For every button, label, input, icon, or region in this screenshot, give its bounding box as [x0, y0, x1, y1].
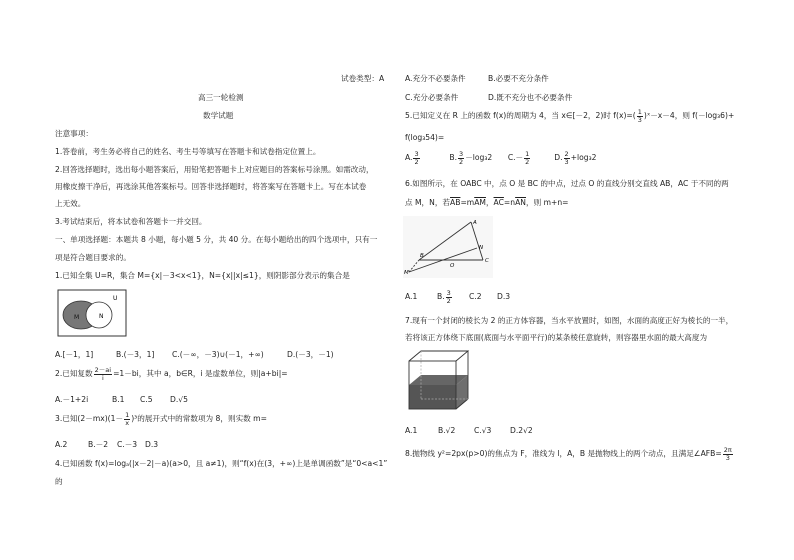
q1-option-a: A.[－1，1] — [55, 350, 94, 359]
q1-option-b: B.(－3，1] — [116, 350, 155, 359]
note-2-line-1: 2.回答选择题时，选出每小题答案后，用铅笔把答题卡上对应题目的答案标号涂黑。如需改动， — [55, 165, 374, 174]
q3-option-c: C.－3 — [117, 440, 138, 449]
q4-option-c: C.充分必要条件 — [405, 93, 459, 102]
q6-option-d: D.3 — [497, 292, 511, 301]
q4-option-d: D.既不充分也不必要条件 — [488, 93, 573, 102]
q5-c-den: 2 — [525, 157, 530, 166]
q6-equals-n: =n — [503, 198, 516, 207]
q5-c-fraction — [524, 151, 530, 165]
q6-stem-line-1: 6.如图所示，在 OABC 中，点 O 是 BC 的中点，过点 O 的直线分别交直线 AB，AC 于不同的两 — [405, 179, 729, 188]
notes-title: 注意事项： — [55, 129, 93, 138]
q5-c-num: 1 — [525, 150, 530, 158]
q7-option-b: B.√2 — [438, 426, 456, 435]
fig-label-a: A — [473, 220, 477, 226]
fig-label-m: M — [404, 270, 409, 276]
q7-cube-figure — [406, 349, 470, 411]
q3-frac-num: 1 — [125, 411, 130, 419]
q5-option-b — [449, 150, 505, 166]
q8-stem-pre: 8.抛物线 y²=2px(p>0)的焦点为 F，准线为 l，A，B 是抛物线上的两个动点，且满足∠AFB= — [405, 449, 722, 458]
fig-label-c: C — [485, 258, 489, 264]
q7-option-a: A.1 — [405, 426, 418, 435]
q4-stem-tail: 的 — [55, 477, 63, 486]
q3-stem-post: )³的展开式中的常数项为 8，则实数 m= — [131, 414, 267, 423]
q5-option-a — [405, 150, 447, 166]
q5-stem-pre: 5.已知定义在 R 上的函数 f(x)的周期为 4，当 x∈[－2，2)时 f(x)=( — [405, 111, 636, 120]
q2-frac-den: i — [101, 373, 104, 382]
section-1-heading-line-1: 一、单项选择题：本题共 8 小题，每小题 5 分，共 40 分。在每小题给出的四个选项中，只有一 — [55, 235, 378, 244]
q5-a-fraction — [413, 151, 419, 165]
q5-a-den: 2 — [414, 157, 419, 166]
note-2-line-2: 用橡皮擦干净后，再选涂其他答案标号。回答非选择题时，将答案写在答题卡上。写在本试卷 — [55, 182, 367, 191]
q6-option-a: A.1 — [405, 292, 418, 301]
q3-frac-den: x — [125, 418, 130, 427]
note-1: 1.答卷前，考生务必将自己的姓名、考生号等填写在答题卡和试卷指定位置上。 — [55, 147, 321, 156]
q3-option-a: A.2 — [55, 440, 68, 449]
q2-stem-pre: 2.已知复数 — [55, 369, 93, 378]
q6-equals-m: =m — [460, 198, 475, 207]
q5-b-suffix: －log₃2 — [465, 153, 493, 162]
q6-b-prefix: B. — [437, 292, 445, 301]
q5-stem-line-2: f(log₃54)= — [405, 133, 445, 142]
q5-option-d — [554, 150, 596, 166]
exam-type-label: 试卷类型：A — [341, 74, 385, 83]
q5-d-prefix: D. — [554, 153, 563, 162]
venn-label-n: N — [99, 313, 104, 320]
q5-frac-num: 1 — [637, 108, 642, 116]
q1-stem: 1.已知全集 U=R，集合 M={x|－3<x<1}，N={x||x|≤1}，则阴影部分表示的集合是 — [55, 271, 350, 280]
q1-option-d: D.(－3，－1) — [287, 350, 334, 359]
note-2-line-3: 上无效。 — [55, 199, 86, 208]
q8-stem — [405, 446, 734, 462]
q2-fraction — [94, 367, 112, 381]
q8-fraction — [723, 447, 733, 461]
q5-d-fraction — [564, 151, 570, 165]
q7-option-c: C.√3 — [474, 426, 492, 435]
q6-option-b — [437, 289, 469, 305]
q2-option-c: C.5 — [140, 395, 153, 404]
q2-option-d: D.√5 — [170, 395, 188, 404]
q5-d-suffix: +log₃2 — [570, 153, 597, 162]
q7-stem-line-1: 7.现有一个封闭的棱长为 2 的正方体容器，当水平放置时，如图，水面的高度正好为棱长的一半， — [405, 316, 734, 325]
q3-fraction — [124, 412, 130, 426]
q4-option-b: B.必要不充分条件 — [488, 74, 549, 83]
q8-frac-num: 2π — [723, 446, 732, 454]
venn-label-u: U — [113, 295, 118, 302]
q4-option-a: A.充分不必要条件 — [405, 74, 466, 83]
q3-stem — [55, 411, 267, 427]
q2-option-b: B.1 — [112, 395, 125, 404]
q6-b-num: 3 — [446, 289, 451, 297]
q1-venn-diagram — [57, 289, 127, 337]
q6-line2-prefix: 点 M，N，若 — [405, 198, 451, 207]
q6-b-fraction — [446, 290, 452, 304]
q6-options — [405, 289, 510, 305]
q5-b-fraction — [458, 151, 464, 165]
q8-frac-den: 3 — [725, 453, 730, 462]
q2-option-a: A.－1+2i — [55, 395, 89, 404]
q6-line2-suffix: ，则 m+n= — [526, 198, 569, 207]
q5-fraction — [637, 109, 643, 123]
q5-stem-post: )ˣ－x－4，则 f(－log₃6)+ — [643, 111, 735, 120]
q6-vector-ac: $\overline{AC}$ — [493, 198, 504, 207]
q5-b-den: 2 — [459, 157, 464, 166]
venn-label-m: M — [74, 314, 80, 321]
fig-label-n: N — [479, 245, 484, 251]
q6-stem-line-2 — [405, 198, 569, 207]
q5-a-num: 3 — [414, 150, 419, 158]
q4-stem: 4.已知函数 f(x)=logₐ(|x－2|－a)(a>0，且 a≠1)，则“f(x)在(3，+∞)上是单调函数”是“0<a<1” — [55, 459, 388, 468]
exam-title: 高三一轮检测 — [198, 93, 244, 102]
note-3: 3.考试结束后，将本试卷和答题卡一并交回。 — [55, 217, 207, 226]
q5-options — [405, 150, 597, 166]
q6-vector-am: $\overline{AM}$ — [474, 198, 486, 207]
fig-label-b: B — [420, 253, 424, 259]
q1-option-c: C.(－∞，－3)∪(－1，+∞) — [172, 350, 264, 359]
q3-option-d: D.3 — [145, 440, 159, 449]
exam-subject: 数学试题 — [203, 111, 234, 120]
q6-vector-an: $\overline{AN}$ — [515, 198, 526, 207]
q5-b-prefix: B. — [449, 153, 458, 162]
q6-option-c: C.2 — [469, 292, 482, 301]
q5-option-c — [508, 150, 552, 166]
q2-stem-post: =1－bi，其中 a，b∈R，i 是虚数单位，则|a+bi|= — [113, 369, 288, 378]
q6-comma: ， — [485, 198, 494, 207]
q7-option-d: D.2√2 — [510, 426, 533, 435]
q5-d-num: 2 — [564, 150, 569, 158]
q7-stem-line-2: 若将该正方体绕下底面(底面与水平面平行)的某条棱任意旋转，则容器里水面的最大高度为 — [405, 333, 708, 342]
q5-b-num: 3 — [459, 150, 464, 158]
q5-stem — [405, 108, 734, 124]
q2-stem — [55, 366, 288, 382]
q5-d-den: 3 — [564, 157, 569, 166]
q6-triangle-figure — [403, 216, 493, 278]
q6-vector-ab: $\overline{AB}$ — [450, 198, 461, 207]
q3-option-b: B.－2 — [88, 440, 109, 449]
section-1-heading-line-2: 项是符合题目要求的。 — [55, 253, 131, 262]
q5-a-prefix: A. — [405, 153, 413, 162]
q6-b-den: 2 — [446, 296, 451, 305]
q5-frac-den: 3 — [637, 115, 642, 124]
q2-frac-num: 2－ai — [94, 366, 112, 374]
q5-c-prefix: C.－ — [507, 153, 524, 162]
q3-stem-pre: 3.已知(2－mx)(1－ — [55, 414, 124, 423]
fig-label-o: O — [450, 263, 455, 269]
